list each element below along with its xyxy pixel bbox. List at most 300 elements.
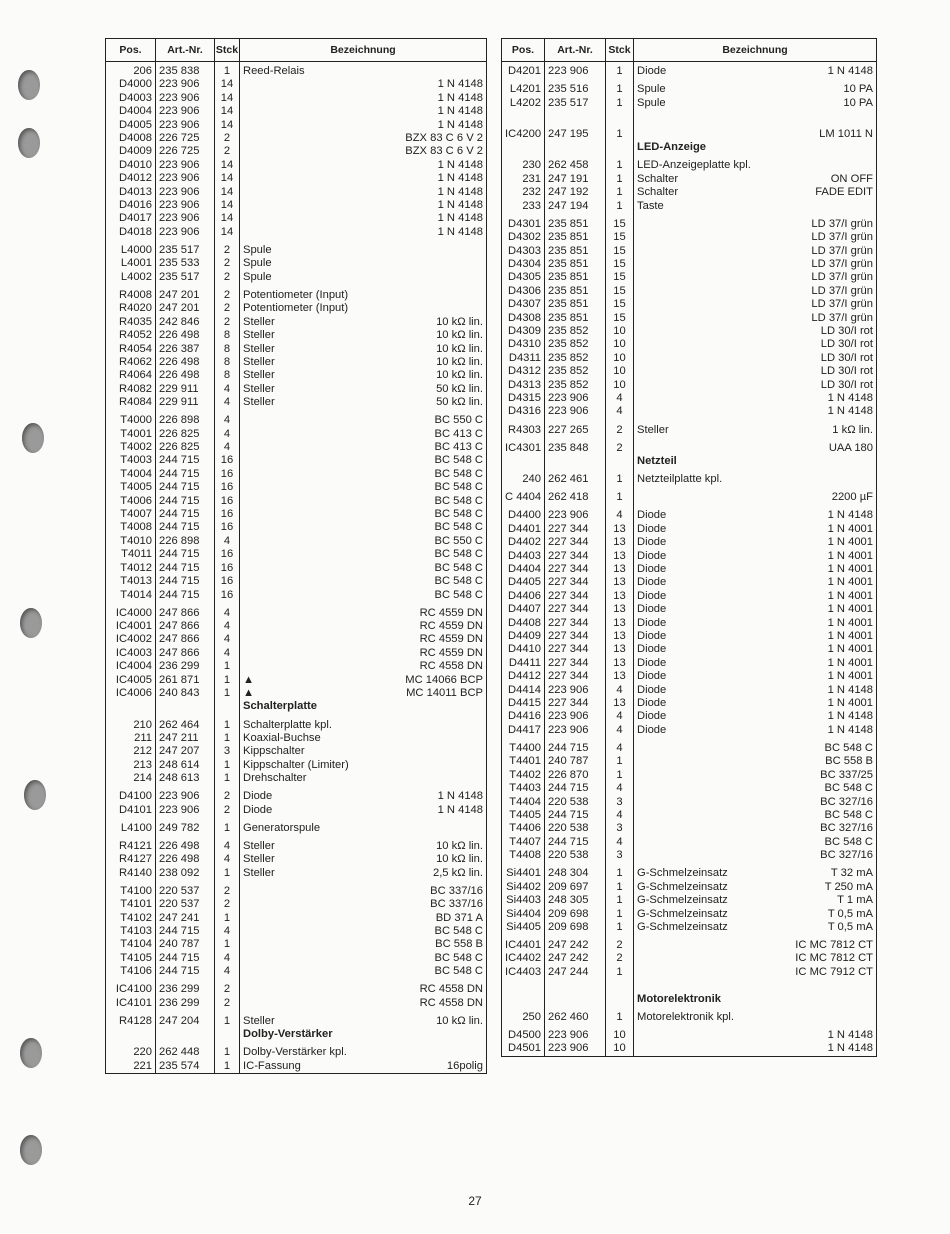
cell-art-nr: 223 906 <box>156 790 215 803</box>
table-row <box>106 343 487 356</box>
cell-art-nr: 244 715 <box>156 521 215 534</box>
cell-bezeichnung <box>240 1046 487 1059</box>
section-heading: Motorelektronik <box>637 992 721 1005</box>
table-row <box>106 732 487 745</box>
cell-bezeichnung <box>634 97 877 110</box>
cell-art-nr: 244 715 <box>156 562 215 575</box>
cell-bezeichnung <box>240 369 487 382</box>
part-type-value: T 250 mA <box>824 880 873 893</box>
cell-pos: Si4405 <box>502 921 545 934</box>
cell-pos: D4306 <box>502 285 545 298</box>
cell-art-nr: 235 851 <box>545 298 606 311</box>
part-type-value: 1 N 4148 <box>437 158 483 171</box>
cell-stck: 10 <box>606 365 634 378</box>
cell-art-nr: 247 866 <box>156 607 215 620</box>
cell-bezeichnung <box>634 186 877 199</box>
part-description: Diode <box>637 616 667 629</box>
cell-stck: 2 <box>606 442 634 455</box>
cell-stck: 1 <box>606 128 634 141</box>
cell-pos <box>502 993 545 1006</box>
cell-art-nr: 244 715 <box>156 965 215 978</box>
cell-pos: 231 <box>502 173 545 186</box>
cell-art-nr: 244 715 <box>156 454 215 467</box>
cell-art-nr: 223 906 <box>156 212 215 225</box>
cell-stck: 1 <box>215 674 240 687</box>
cell-stck: 1 <box>215 1060 240 1074</box>
table-row <box>106 548 487 561</box>
cell-stck: 14 <box>215 159 240 172</box>
cell-stck: 13 <box>606 550 634 563</box>
cell-pos: IC4403 <box>502 966 545 979</box>
cell-stck: 2 <box>215 316 240 329</box>
cell-bezeichnung <box>634 258 877 271</box>
cell-pos: IC4001 <box>106 620 156 633</box>
table-row <box>106 186 487 199</box>
cell-pos: L4001 <box>106 257 156 270</box>
cell-stck: 8 <box>215 343 240 356</box>
table-row <box>502 312 877 325</box>
part-type-value: BC 548 C <box>434 588 483 601</box>
cell-stck: 1 <box>215 62 240 79</box>
part-type-value: 1 N 4148 <box>437 105 483 118</box>
part-type-value: BC 413 C <box>434 441 483 454</box>
table-row <box>106 468 487 481</box>
part-type-value: BC 548 C <box>434 548 483 561</box>
table-row <box>106 687 487 700</box>
cell-bezeichnung <box>240 289 487 302</box>
table-row <box>502 724 877 737</box>
table-row <box>502 966 877 979</box>
cell-stck: 13 <box>606 657 634 670</box>
cell-art-nr: 247 191 <box>545 173 606 186</box>
cell-art-nr: 247 207 <box>156 745 215 758</box>
header-stck: Stck <box>215 39 240 62</box>
part-description: Diode <box>637 536 667 549</box>
part-description: Spule <box>243 270 272 283</box>
section-heading-row <box>106 700 487 713</box>
cell-stck: 16 <box>215 454 240 467</box>
cell-stck: 1 <box>606 867 634 880</box>
part-type-value: LD 37/I grün <box>811 231 873 244</box>
cell-art-nr: 227 344 <box>545 630 606 643</box>
cell-art-nr: 226 725 <box>156 132 215 145</box>
table-row <box>502 536 877 549</box>
cell-pos: D4407 <box>502 603 545 616</box>
table-row <box>502 338 877 351</box>
table-row <box>106 132 487 145</box>
cell-art-nr: 209 697 <box>545 881 606 894</box>
part-type-value: 1 N 4001 <box>827 656 873 669</box>
cell-stck: 4 <box>215 535 240 548</box>
cell-art-nr: 227 344 <box>545 617 606 630</box>
part-type-value: 1 N 4001 <box>827 589 873 602</box>
cell-stck: 2 <box>606 424 634 437</box>
cell-art-nr: 235 852 <box>545 379 606 392</box>
cell-pos: T4013 <box>106 575 156 588</box>
cell-pos: 213 <box>106 759 156 772</box>
cell-bezeichnung <box>240 428 487 441</box>
cell-bezeichnung <box>634 128 877 141</box>
part-type-value: 1 N 4001 <box>827 630 873 643</box>
cell-stck: 2 <box>215 804 240 817</box>
cell-bezeichnung <box>634 697 877 710</box>
cell-bezeichnung <box>634 894 877 907</box>
part-description: ▲ <box>243 687 255 700</box>
cell-art-nr: 247 866 <box>156 633 215 646</box>
part-type-value: LD 37/I grün <box>811 258 873 271</box>
part-type-value: LD 37/I grün <box>811 217 873 230</box>
cell-pos <box>106 700 156 713</box>
cell-art-nr: 235 517 <box>545 97 606 110</box>
part-type-value: BC 548 C <box>434 467 483 480</box>
cell-stck: 13 <box>606 617 634 630</box>
cell-bezeichnung <box>240 1015 487 1028</box>
cell-pos: 230 <box>502 159 545 172</box>
part-type-value: BC 550 C <box>434 414 483 427</box>
cell-art-nr: 223 906 <box>545 509 606 522</box>
table-row <box>106 589 487 602</box>
cell-pos: L4100 <box>106 822 156 835</box>
table-row <box>502 617 877 630</box>
cell-stck: 1 <box>215 772 240 785</box>
cell-bezeichnung <box>634 325 877 338</box>
cell-stck: 3 <box>606 849 634 862</box>
part-type-value: LD 37/I grün <box>811 311 873 324</box>
cell-stck: 1 <box>215 660 240 673</box>
cell-pos: R4008 <box>106 289 156 302</box>
part-description: Potentiometer (Input) <box>243 288 349 301</box>
cell-bezeichnung <box>634 491 877 504</box>
part-type-value: BD 371 A <box>435 911 483 924</box>
table-row <box>502 603 877 616</box>
part-type-value: BC 558 B <box>825 755 873 768</box>
cell-art-nr: 223 906 <box>545 392 606 405</box>
table-row <box>502 809 877 822</box>
cell-bezeichnung <box>634 867 877 880</box>
part-type-value: BC 548 C <box>434 951 483 964</box>
part-type-value: RC 4559 DN <box>419 620 483 632</box>
cell-art-nr: 247 242 <box>545 939 606 952</box>
cell-bezeichnung <box>634 966 877 979</box>
table-row <box>106 759 487 772</box>
cell-pos: T4014 <box>106 589 156 602</box>
cell-art-nr: 236 299 <box>156 660 215 673</box>
table-row <box>106 441 487 454</box>
cell-bezeichnung <box>634 365 877 378</box>
cell-pos: D4305 <box>502 271 545 284</box>
part-type-value: BC 548 C <box>434 521 483 534</box>
cell-stck: 1 <box>606 921 634 934</box>
cell-art-nr: 229 911 <box>156 396 215 409</box>
table-row <box>106 289 487 302</box>
cell-art-nr: 226 825 <box>156 428 215 441</box>
cell-pos: L4002 <box>106 271 156 284</box>
cell-stck: 14 <box>215 186 240 199</box>
table-row <box>502 921 877 934</box>
table-row <box>106 302 487 315</box>
part-description: Steller <box>243 342 275 355</box>
part-type-value: MC 14066 BCP <box>405 673 483 686</box>
part-type-value: 1 N 4148 <box>437 790 483 803</box>
part-type-value: 1 N 4148 <box>437 172 483 185</box>
part-type-value: 1 N 4001 <box>827 522 873 535</box>
parts-table-left <box>105 38 487 1074</box>
cell-stck: 13 <box>606 523 634 536</box>
cell-stck: 15 <box>606 271 634 284</box>
part-type-value: 10 kΩ lin. <box>436 315 483 328</box>
cell-pos: 214 <box>106 772 156 785</box>
cell-stck: 4 <box>215 383 240 396</box>
table-row <box>106 172 487 185</box>
cell-bezeichnung <box>240 700 487 713</box>
cell-pos: T4003 <box>106 454 156 467</box>
part-type-value: LD 37/I grün <box>811 298 873 311</box>
cell-pos: T4008 <box>106 521 156 534</box>
cell-pos: 221 <box>106 1060 156 1074</box>
part-type-value: UAA 180 <box>828 441 873 454</box>
table-row <box>106 853 487 866</box>
cell-art-nr: 227 265 <box>545 424 606 437</box>
table-row <box>106 938 487 951</box>
table-row <box>502 849 877 862</box>
cell-pos: IC4005 <box>106 674 156 687</box>
cell-stck: 4 <box>606 405 634 418</box>
cell-bezeichnung <box>240 548 487 561</box>
cell-stck: 13 <box>606 630 634 643</box>
cell-bezeichnung <box>240 414 487 427</box>
cell-bezeichnung <box>634 939 877 952</box>
part-description: Schalterplatte kpl. <box>243 718 332 731</box>
cell-stck <box>606 993 634 1006</box>
header-pos: Pos. <box>502 39 545 62</box>
part-description: Diode <box>637 549 667 562</box>
binder-hole <box>20 608 42 638</box>
part-type-value: IC MC 7812 CT <box>795 939 873 952</box>
part-description: Reed-Relais <box>243 65 305 77</box>
part-type-value: 1 N 4001 <box>827 603 873 616</box>
table-row <box>502 1042 877 1056</box>
cell-pos: Si4402 <box>502 881 545 894</box>
cell-pos: 206 <box>106 62 156 79</box>
cell-bezeichnung <box>634 141 877 154</box>
cell-bezeichnung <box>634 908 877 921</box>
part-type-value: LM 1011 N <box>819 127 873 140</box>
part-type-value: 1 N 4148 <box>437 199 483 212</box>
part-type-value: BC 548 C <box>434 454 483 467</box>
cell-bezeichnung <box>634 231 877 244</box>
cell-art-nr <box>545 993 606 1006</box>
cell-pos: D4309 <box>502 325 545 338</box>
cell-pos: D4018 <box>106 226 156 239</box>
cell-art-nr: 247 195 <box>545 128 606 141</box>
cell-art-nr: 247 192 <box>545 186 606 199</box>
cell-art-nr: 235 852 <box>545 325 606 338</box>
table-row <box>502 159 877 172</box>
cell-art-nr: 235 851 <box>545 218 606 231</box>
cell-stck: 16 <box>215 589 240 602</box>
cell-pos: T4402 <box>502 769 545 782</box>
part-description: Spule <box>637 96 666 109</box>
cell-art-nr: 223 906 <box>156 186 215 199</box>
part-type-value: ON OFF <box>830 172 873 185</box>
part-type-value: 1 N 4148 <box>827 710 873 723</box>
cell-stck: 13 <box>606 590 634 603</box>
cell-stck: 1 <box>215 719 240 732</box>
cell-bezeichnung <box>240 575 487 588</box>
cell-bezeichnung <box>240 508 487 521</box>
part-type-value: BC 337/16 <box>430 898 483 911</box>
table-row <box>106 329 487 342</box>
cell-stck: 4 <box>215 414 240 427</box>
header-pos: Pos. <box>106 39 156 62</box>
part-type-value: 10 kΩ lin. <box>436 839 483 852</box>
cell-art-nr: 235 851 <box>545 258 606 271</box>
cell-bezeichnung <box>634 782 877 795</box>
table-row <box>106 1060 487 1074</box>
cell-pos: D4500 <box>502 1029 545 1042</box>
table-row <box>106 62 487 79</box>
cell-bezeichnung <box>240 840 487 853</box>
part-type-value: 1 N 4148 <box>437 225 483 238</box>
cell-pos: 211 <box>106 732 156 745</box>
cell-stck: 14 <box>215 172 240 185</box>
part-type-value: 10 PA <box>843 96 873 109</box>
table-row <box>502 742 877 755</box>
table-row <box>502 755 877 768</box>
cell-bezeichnung <box>634 921 877 934</box>
cell-pos: D4310 <box>502 338 545 351</box>
table-row <box>502 110 877 123</box>
table-row <box>106 521 487 534</box>
part-type-value: LD 30/I rot <box>820 338 873 351</box>
cell-bezeichnung <box>634 630 877 643</box>
part-description: ▲ <box>243 673 255 686</box>
table-row <box>106 119 487 132</box>
cell-stck: 15 <box>606 231 634 244</box>
cell-pos: D4416 <box>502 710 545 723</box>
part-description: Steller <box>243 853 275 866</box>
binder-hole <box>24 780 46 810</box>
part-description: Diode <box>637 697 667 710</box>
table-row <box>106 804 487 817</box>
part-description: Diode <box>637 509 667 522</box>
cell-stck: 3 <box>606 822 634 835</box>
cell-art-nr: 220 538 <box>545 849 606 862</box>
cell-pos: IC4100 <box>106 983 156 996</box>
parts-body-left <box>106 62 487 1074</box>
cell-bezeichnung <box>240 589 487 602</box>
cell-art-nr: 226 498 <box>156 329 215 342</box>
cell-stck: 4 <box>215 647 240 660</box>
cell-pos: D4408 <box>502 617 545 630</box>
cell-art-nr: 227 344 <box>545 563 606 576</box>
part-type-value: BZX 83 C 6 V 2 <box>405 145 483 158</box>
cell-pos: L4000 <box>106 244 156 257</box>
table-row <box>502 684 877 697</box>
cell-stck: 4 <box>215 853 240 866</box>
cell-art-nr: 223 906 <box>156 119 215 132</box>
cell-pos: T4407 <box>502 836 545 849</box>
cell-art-nr: 235 848 <box>545 442 606 455</box>
cell-pos: D4008 <box>106 132 156 145</box>
cell-art-nr: 244 715 <box>156 575 215 588</box>
cell-pos: IC4003 <box>106 647 156 660</box>
part-description: Generatorspule <box>243 821 321 834</box>
table-row <box>106 244 487 257</box>
cell-stck: 2 <box>215 302 240 315</box>
table-row <box>502 173 877 186</box>
cell-stck: 13 <box>606 536 634 549</box>
part-description: Schalter <box>637 186 679 199</box>
cell-stck: 16 <box>215 562 240 575</box>
cell-pos: D4013 <box>106 186 156 199</box>
cell-stck <box>215 1028 240 1041</box>
table-row <box>502 405 877 418</box>
cell-bezeichnung <box>240 62 487 79</box>
cell-stck: 1 <box>606 173 634 186</box>
table-row <box>106 199 487 212</box>
part-type-value: IC MC 7912 CT <box>795 965 873 978</box>
table-row <box>106 965 487 978</box>
cell-art-nr: 248 304 <box>545 867 606 880</box>
part-type-value: 10 kΩ lin. <box>436 329 483 342</box>
cell-stck: 14 <box>215 119 240 132</box>
cell-pos: IC4101 <box>106 997 156 1010</box>
table-row <box>106 983 487 996</box>
cell-bezeichnung <box>240 732 487 745</box>
cell-art-nr: 262 458 <box>545 159 606 172</box>
cell-bezeichnung <box>634 952 877 965</box>
cell-stck: 3 <box>606 796 634 809</box>
cell-art-nr: 223 906 <box>156 199 215 212</box>
cell-bezeichnung <box>240 965 487 978</box>
cell-art-nr: 235 852 <box>545 352 606 365</box>
part-type-value: BC 558 B <box>435 938 483 951</box>
part-type-value: LD 30/I rot <box>820 325 873 338</box>
part-description: Steller <box>243 355 275 368</box>
cell-pos: D4016 <box>106 199 156 212</box>
part-type-value: LD 30/I rot <box>820 365 873 378</box>
table-row <box>502 881 877 894</box>
cell-art-nr: 223 906 <box>545 724 606 737</box>
cell-art-nr: 223 906 <box>156 92 215 105</box>
cell-pos: T4404 <box>502 796 545 809</box>
cell-art-nr: 235 517 <box>156 271 215 284</box>
cell-stck: 15 <box>606 245 634 258</box>
cell-pos: D4404 <box>502 563 545 576</box>
cell-pos: C 4404 <box>502 491 545 504</box>
part-type-value: 1 N 4001 <box>827 549 873 562</box>
cell-stck: 4 <box>606 392 634 405</box>
cell-stck: 4 <box>606 509 634 522</box>
cell-bezeichnung <box>240 772 487 785</box>
cell-bezeichnung <box>240 790 487 803</box>
cell-stck: 10 <box>606 379 634 392</box>
cell-stck: 2 <box>215 790 240 803</box>
table-header <box>502 39 877 62</box>
part-description: Diode <box>637 710 667 723</box>
cell-stck: 4 <box>215 396 240 409</box>
table-row <box>502 298 877 311</box>
table-row <box>106 660 487 673</box>
cell-bezeichnung <box>240 997 487 1010</box>
cell-bezeichnung <box>240 454 487 467</box>
part-type-value: BZX 83 C 6 V 2 <box>405 132 483 145</box>
part-type-value: BC 337/25 <box>820 768 873 781</box>
cell-pos: T4408 <box>502 849 545 862</box>
cell-pos: T4101 <box>106 898 156 911</box>
cell-art-nr: 209 698 <box>545 908 606 921</box>
